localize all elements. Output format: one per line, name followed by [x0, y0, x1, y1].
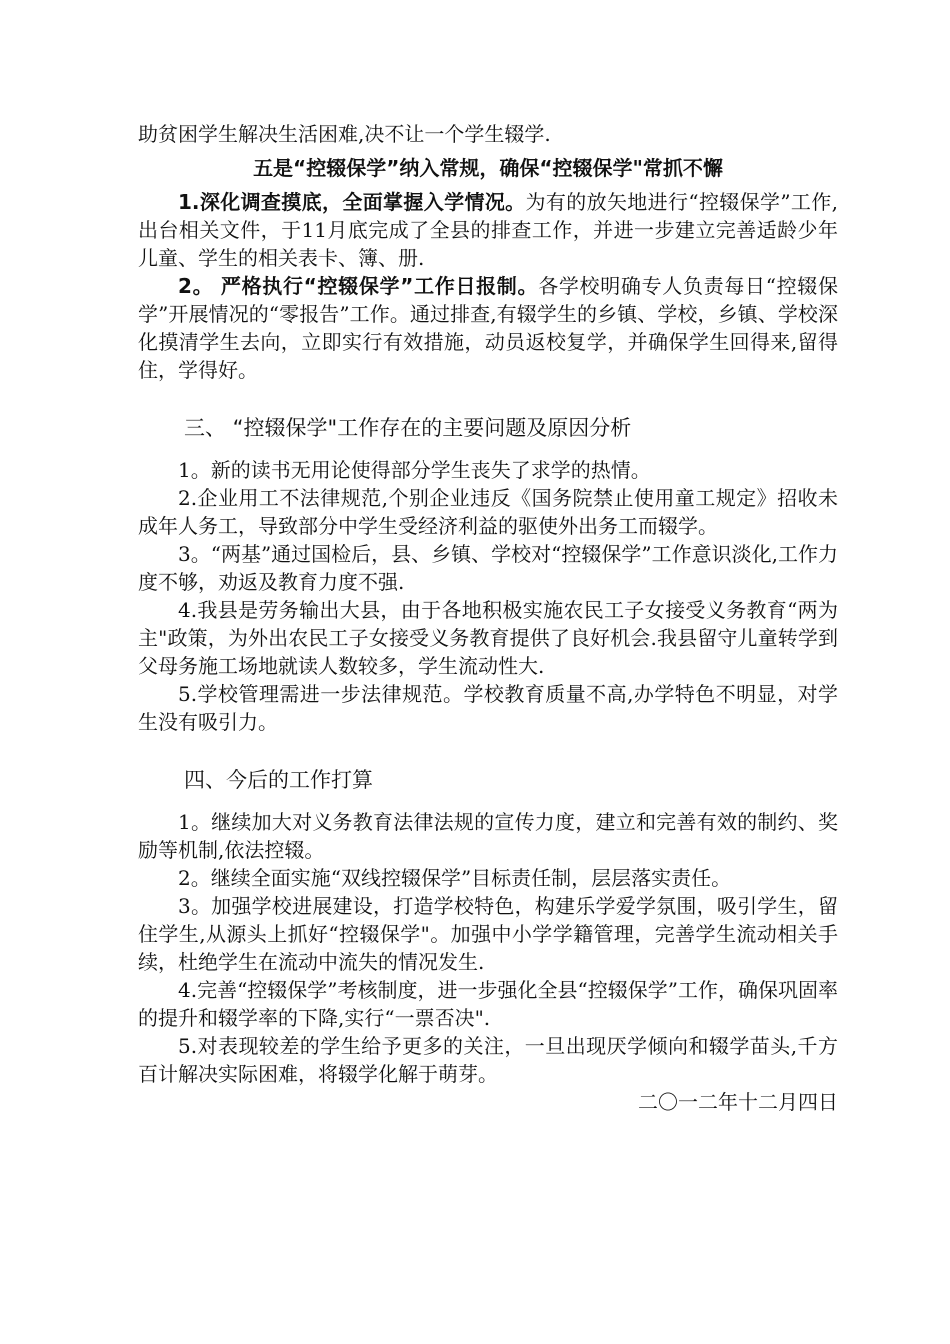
section3-item-5: 5.学校管理需进一步法律规范。学校教育质量不高,办学特色不明显，对学生没有吸引力。: [138, 682, 838, 734]
section3-item-3: 3。“两基”通过国检后，县、乡镇、学校对“控辍保学”工作意识淡化,工作力度不够，劝返及教育力度不强.: [138, 542, 838, 594]
section4-item-4: 4.完善“控辍保学”考核制度，进一步强化全县“控辍保学”工作，确保巩固率的提升和辍学率的下降,实行“一票否决".: [138, 978, 838, 1030]
part5-item-1-lead: 1.深化调查摸底，全面掌握入学情况。: [178, 190, 526, 214]
section3-title: 三、 “控辍保学"工作存在的主要问题及原因分析: [184, 416, 632, 440]
part5-item-2-body: 各学校明确专人负责每日“控辍保学”开展情况的“零报告”工作。通过排查,有辍学生的乡镇、学校，乡镇、学校深化摸清学生去向，立即实行有效措施，动员返校复学，并确保学生回得来,留得住，学得好。: [138, 274, 838, 382]
part5-item-2: [138, 272, 838, 384]
section4-item-2: 2。继续全面实施“双线控辍保学”目标责任制，层层落实责任。: [178, 866, 732, 890]
part5-item-1-body: 为有的放矢地进行“控辍保学”工作,出台相关文件，于11月底完成了全县的排查工作，并进一步建立完善适龄少年儿童、学生的相关表卡、簿、册.: [138, 190, 838, 270]
part5-title: 五是“控辍保学”纳入常规，确保“控辍保学"常抓不懈: [253, 156, 723, 180]
section3-item-4: 4.我县是劳务输出大县，由于各地积极实施农民工子女接受义务教育“两为主"政策，为外出农民工子女接受义务教育提供了良好机会.我县留守儿童转学到父母务施工场地就读人数较多，学生流动性大.: [138, 598, 838, 678]
section4-item-5: 5.对表现较差的学生给予更多的关注，一旦出现厌学倾向和辍学苗头,千方百计解决实际困难，将辍学化解于萌芽。: [138, 1034, 838, 1086]
part5-item-1: [138, 188, 838, 272]
section3-item-1: 1。新的读书无用论使得部分学生丧失了求学的热情。: [178, 458, 651, 482]
document-page: [138, 120, 838, 1116]
document-date: 二〇一二年十二月四日: [638, 1090, 838, 1114]
part5-item-2-lead: 2。 严格执行“控辍保学”工作日报制。: [178, 274, 539, 298]
section4-item-1: 1。继续加大对义务教育法律法规的宣传力度，建立和完善有效的制约、奖励等机制,依法控辍。: [138, 810, 838, 862]
section4-item-3: 3。加强学校进展建设，打造学校特色，构建乐学爱学氛围，吸引学生，留住学生,从源头上抓好“控辍保学"。加强中小学学籍管理，完善学生流动相关手续，杜绝学生在流动中流失的情况发生.: [138, 894, 838, 974]
section3-item-2: 2.企业用工不法律规范,个别企业违反《国务院禁止使用童工规定》招收未成年人务工，导致部分中学生受经济利益的驱使外出务工而辍学。: [138, 486, 838, 538]
section4-title: 四、今后的工作打算: [184, 768, 373, 792]
intro-line: 助贫困学生解决生活困难,决不让一个学生辍学.: [138, 122, 551, 146]
